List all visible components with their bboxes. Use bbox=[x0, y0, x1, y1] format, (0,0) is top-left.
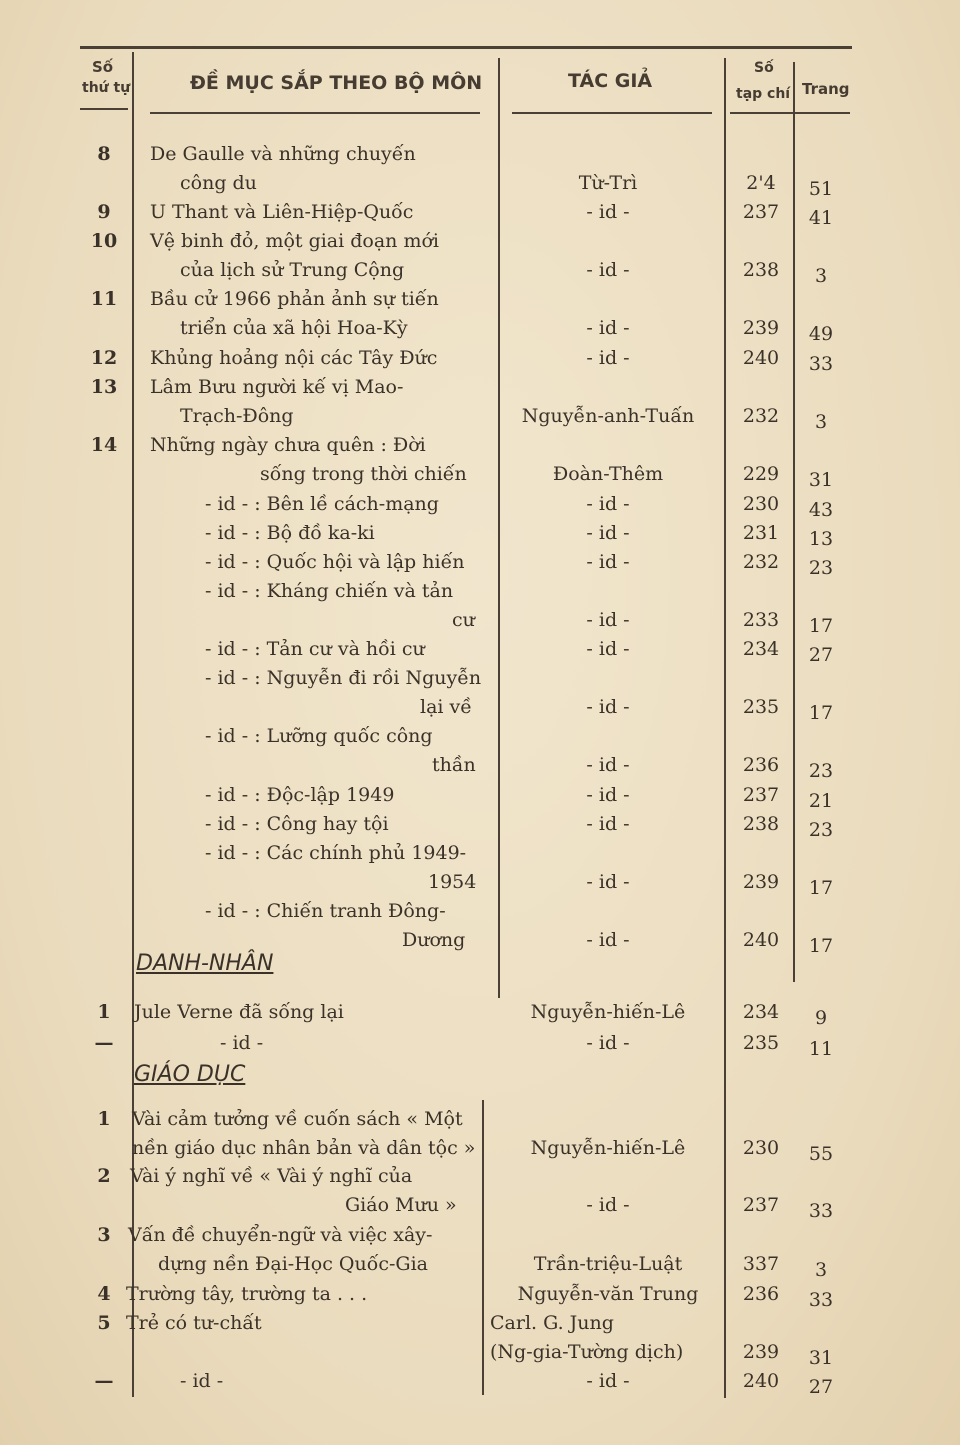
row-title-line: Trường tây, trường ta . . . bbox=[126, 1283, 368, 1305]
row-title-line: 1954 bbox=[428, 871, 477, 893]
row-page: 11 bbox=[808, 1038, 834, 1060]
row-page: 41 bbox=[808, 207, 834, 229]
row-author: Carl. G. Jung bbox=[490, 1312, 614, 1334]
row-page: 31 bbox=[808, 1347, 834, 1369]
row-title-line: nền giáo dục nhân bản và dân tộc » bbox=[132, 1137, 476, 1159]
row-issue: 237 bbox=[742, 784, 780, 806]
section-danh-nhan: DANH-NHÂN bbox=[136, 951, 274, 976]
row-number: 11 bbox=[90, 288, 118, 310]
row-title-line: Giáo Mưu » bbox=[345, 1194, 457, 1216]
row-issue: 237 bbox=[742, 1194, 780, 1216]
row-author: - id - bbox=[586, 609, 630, 631]
row-title-line: Bầu cử 1966 phản ảnh sự tiến bbox=[150, 288, 439, 310]
row-number: 3 bbox=[97, 1224, 111, 1246]
row-title-line: Lâm Bưu người kế vị Mao- bbox=[150, 376, 404, 398]
row-title-line: Khủng hoảng nội các Tây Đức bbox=[150, 347, 438, 369]
row-title-line: thần bbox=[432, 754, 476, 776]
row-page: 23 bbox=[808, 557, 834, 579]
row-issue: 230 bbox=[742, 493, 780, 515]
row-page: 3 bbox=[814, 1259, 828, 1281]
row-title-line: - id - : Quốc hội và lập hiến bbox=[205, 551, 465, 573]
row-page: 17 bbox=[808, 702, 834, 724]
row-title-line: cư bbox=[452, 609, 475, 631]
row-issue: 234 bbox=[742, 638, 780, 660]
row-number: 14 bbox=[90, 434, 118, 456]
row-page: 31 bbox=[808, 469, 834, 491]
row-title-line: Vài cảm tưởng về cuốn sách « Một bbox=[132, 1108, 463, 1130]
row-title-line: - id - : Kháng chiến và tản bbox=[205, 580, 454, 602]
row-title-line: Trạch-Đông bbox=[180, 405, 294, 427]
header-issue-line2: tạp chí bbox=[736, 86, 791, 102]
row-author: Nguyễn-hiến-Lê bbox=[530, 1137, 686, 1159]
row-issue: 233 bbox=[742, 609, 780, 631]
row-number: 1 bbox=[97, 1108, 111, 1130]
row-title-line: - id - : Tản cư và hồi cư bbox=[205, 638, 425, 660]
row-title-line: - id - bbox=[220, 1032, 264, 1054]
row-author: (Ng-gia-Tường dịch) bbox=[490, 1341, 684, 1363]
row-title-line: công du bbox=[180, 172, 257, 194]
row-page: 13 bbox=[808, 528, 834, 550]
row-author: - id - bbox=[586, 754, 630, 776]
row-author: - id - bbox=[586, 551, 630, 573]
row-author: - id - bbox=[586, 1032, 630, 1054]
row-title-line: Vấn đề chuyển-ngữ và việc xây- bbox=[128, 1224, 433, 1246]
row-title-line: - id - : Độc-lập 1949 bbox=[205, 784, 395, 806]
row-title-line: De Gaulle và những chuyến bbox=[150, 143, 416, 165]
header-underline-author bbox=[512, 112, 712, 114]
row-title-line: - id - bbox=[180, 1370, 224, 1392]
row-title-line: U Thant và Liên-Hiệp-Quốc bbox=[150, 201, 414, 223]
row-number: — bbox=[94, 1032, 114, 1054]
header-num-line2: thứ tự bbox=[82, 80, 131, 96]
row-page: 33 bbox=[808, 1289, 834, 1311]
row-issue: 239 bbox=[742, 317, 780, 339]
row-number: 5 bbox=[97, 1312, 111, 1334]
row-issue: 238 bbox=[742, 259, 780, 281]
row-author: - id - bbox=[586, 871, 630, 893]
row-title-line: Jule Verne đã sống lại bbox=[134, 1001, 344, 1023]
row-title-line: triển của xã hội Hoa-Kỳ bbox=[180, 317, 408, 339]
row-issue: 232 bbox=[742, 551, 780, 573]
row-author: - id - bbox=[586, 259, 630, 281]
row-page: 17 bbox=[808, 615, 834, 637]
row-issue: 229 bbox=[742, 463, 780, 485]
row-issue: 240 bbox=[742, 929, 780, 951]
row-page: 17 bbox=[808, 935, 834, 957]
header-num-line1: Số bbox=[92, 58, 114, 76]
row-number: 12 bbox=[90, 347, 118, 369]
row-number: 9 bbox=[97, 201, 111, 223]
row-page: 27 bbox=[808, 644, 834, 666]
row-number: 8 bbox=[97, 143, 111, 165]
header-underline-issue bbox=[730, 112, 850, 114]
row-title-line: - id - : Bên lề cách-mạng bbox=[205, 493, 439, 515]
row-title-line: Dương bbox=[402, 929, 466, 951]
row-issue: 235 bbox=[742, 696, 780, 718]
row-issue: 238 bbox=[742, 813, 780, 835]
row-number: — bbox=[94, 1370, 114, 1392]
row-title-line: của lịch sử Trung Cộng bbox=[180, 259, 405, 281]
row-author: - id - bbox=[586, 813, 630, 835]
row-author: - id - bbox=[586, 493, 630, 515]
vline-title-author-2 bbox=[482, 1100, 484, 1395]
row-title-line: dựng nền Đại-Học Quốc-Gia bbox=[158, 1253, 428, 1275]
header-underline-title bbox=[150, 112, 480, 114]
row-author: Đoàn-Thêm bbox=[552, 463, 664, 485]
header-author: TÁC GIẢ bbox=[568, 70, 653, 92]
row-number: 1 bbox=[97, 1001, 111, 1023]
row-page: 23 bbox=[808, 819, 834, 841]
row-number: 10 bbox=[90, 230, 118, 252]
row-author: - id - bbox=[586, 929, 630, 951]
row-author: - id - bbox=[586, 347, 630, 369]
header-issue-line1: Số bbox=[754, 60, 774, 76]
row-author: - id - bbox=[586, 696, 630, 718]
top-rule bbox=[80, 46, 852, 49]
row-title-line: Trẻ có tư-chất bbox=[126, 1312, 262, 1334]
row-title-line: - id - : Chiến tranh Đông- bbox=[205, 900, 446, 922]
row-title-line: - id - : Các chính phủ 1949- bbox=[205, 842, 467, 864]
row-author: Từ-Trì bbox=[578, 172, 638, 194]
row-title-line: Vệ binh đỏ, một giai đoạn mới bbox=[150, 230, 439, 252]
header-underline-num bbox=[80, 108, 128, 110]
section-giao-duc: GIÁO DỤC bbox=[134, 1062, 246, 1087]
row-issue: 237 bbox=[742, 201, 780, 223]
row-issue: 239 bbox=[742, 871, 780, 893]
row-issue: 235 bbox=[742, 1032, 780, 1054]
vline-num-title bbox=[132, 52, 134, 1397]
row-issue: 230 bbox=[742, 1137, 780, 1159]
row-author: - id - bbox=[586, 317, 630, 339]
row-issue: 232 bbox=[742, 405, 780, 427]
row-page: 33 bbox=[808, 353, 834, 375]
row-number: 13 bbox=[90, 376, 118, 398]
row-issue: 337 bbox=[742, 1253, 780, 1275]
header-title: ĐỀ MỤC SẮP THEO BỘ MÔN bbox=[190, 72, 483, 94]
row-title-line: - id - : Nguyễn đi rồi Nguyễn bbox=[205, 667, 482, 689]
row-issue: 239 bbox=[742, 1341, 780, 1363]
row-title-line: - id - : Bộ đồ ka-ki bbox=[205, 522, 375, 544]
row-title-line: lại về bbox=[420, 696, 472, 718]
row-page: 9 bbox=[814, 1007, 828, 1029]
row-title-line: Vài ý nghĩ về « Vài ý nghĩ của bbox=[130, 1165, 413, 1187]
row-page: 3 bbox=[814, 265, 828, 287]
row-title-line: sống trong thời chiến bbox=[260, 463, 467, 485]
row-page: 27 bbox=[808, 1376, 834, 1398]
row-page: 43 bbox=[808, 499, 834, 521]
row-page: 49 bbox=[808, 323, 834, 345]
row-author: - id - bbox=[586, 784, 630, 806]
row-page: 3 bbox=[814, 411, 828, 433]
row-issue: 240 bbox=[742, 347, 780, 369]
row-page: 33 bbox=[808, 1200, 834, 1222]
row-issue: 240 bbox=[742, 1370, 780, 1392]
row-issue: 2'4 bbox=[746, 172, 776, 194]
row-issue: 234 bbox=[742, 1001, 780, 1023]
row-author: - id - bbox=[586, 522, 630, 544]
row-issue: 231 bbox=[742, 522, 780, 544]
row-title-line: - id - : Lưỡng quốc công bbox=[205, 725, 433, 747]
row-page: 17 bbox=[808, 877, 834, 899]
row-author: - id - bbox=[586, 1370, 630, 1392]
row-issue: 236 bbox=[742, 1283, 780, 1305]
row-author: Trần-triệu-Luật bbox=[533, 1253, 683, 1275]
row-author: - id - bbox=[586, 201, 630, 223]
row-author: - id - bbox=[586, 638, 630, 660]
row-author: - id - bbox=[586, 1194, 630, 1216]
row-number: 2 bbox=[97, 1165, 111, 1187]
row-page: 23 bbox=[808, 760, 834, 782]
row-page: 51 bbox=[808, 178, 834, 200]
row-title-line: - id - : Công hay tội bbox=[205, 813, 389, 835]
row-title-line: Những ngày chưa quên : Đời bbox=[150, 434, 426, 456]
row-number: 4 bbox=[97, 1283, 111, 1305]
row-page: 55 bbox=[808, 1143, 834, 1165]
row-page: 21 bbox=[808, 790, 834, 812]
header-page: Trang bbox=[802, 80, 850, 98]
row-author: Nguyễn-hiến-Lê bbox=[530, 1001, 686, 1023]
row-author: Nguyễn-anh-Tuấn bbox=[521, 405, 695, 427]
row-issue: 236 bbox=[742, 754, 780, 776]
row-author: Nguyễn-văn Trung bbox=[517, 1283, 699, 1305]
